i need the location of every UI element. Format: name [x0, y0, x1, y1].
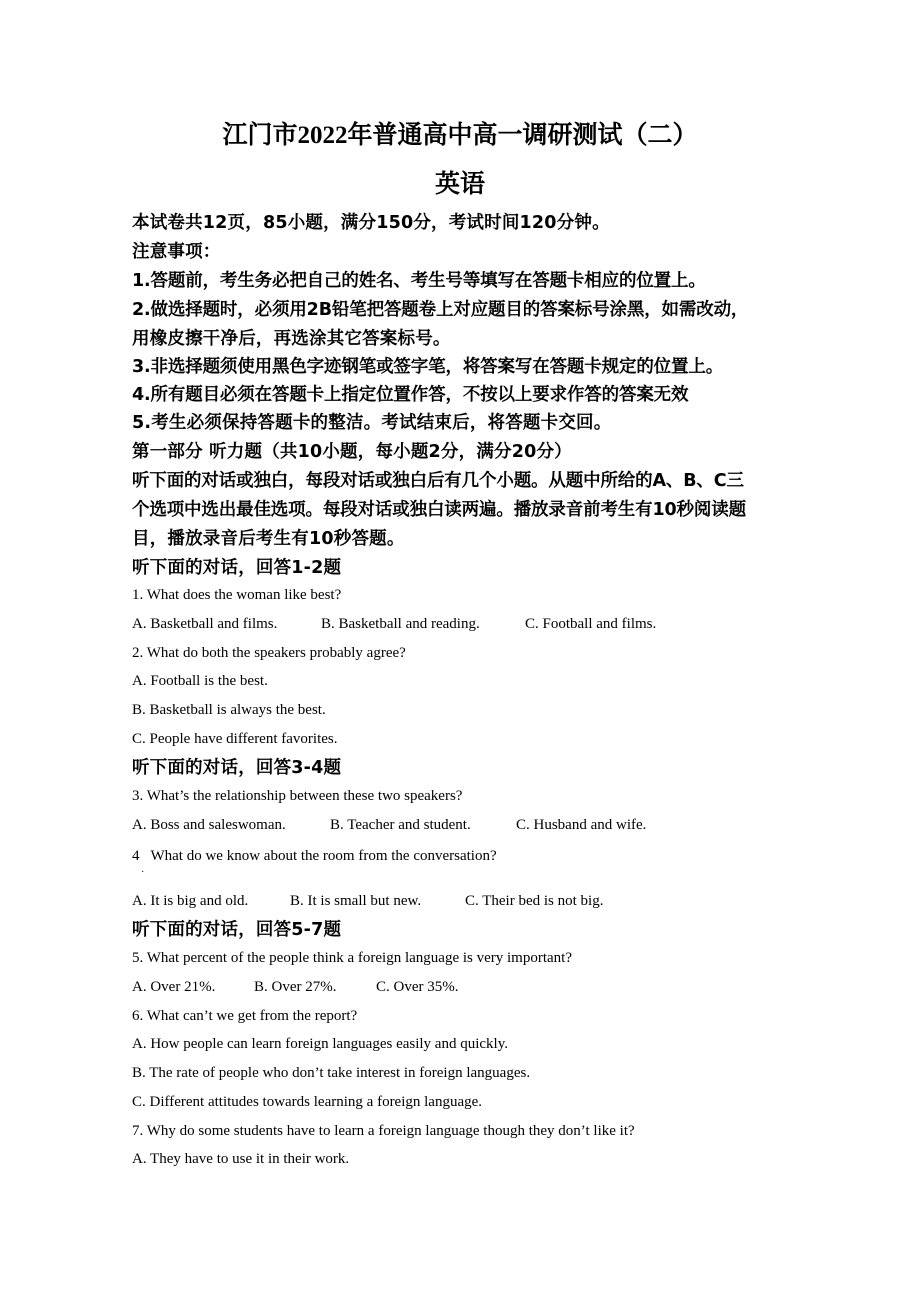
- question-3-option-b: B. Teacher and student.: [330, 817, 471, 833]
- section-directions-line-1: 听下面的对话或独白，每段对话或独白后有几个小题。从题中所给的A、B、C三: [132, 471, 744, 491]
- question-4-option-b: B. It is small but new.: [290, 893, 422, 909]
- exam-title: 江门市2022年普通高中高一调研测试（二）: [222, 122, 698, 149]
- section-directions-line-3: 目，播放录音后考生有10秒答题。: [132, 529, 405, 549]
- question-4-option-a: A. It is big and old.: [132, 893, 249, 909]
- question-3-options: [132, 815, 646, 835]
- question-1-option-b: B. Basketball and reading.: [321, 616, 480, 632]
- question-7-option-a: A. They have to use it in their work.: [132, 1151, 350, 1167]
- question-5-option-a: A. Over 21%.: [132, 979, 216, 995]
- section-heading: 第一部分 听力题（共10小题，每小题2分，满分20分）: [132, 442, 572, 462]
- question-5-option-c: C. Over 35%.: [376, 979, 459, 995]
- question-5-stem: 5. What percent of the people think a foreign language is very important?: [132, 950, 572, 966]
- question-6-option-a: A. How people can learn foreign languages easily and quickly.: [132, 1036, 508, 1052]
- question-3-option-a: A. Boss and saleswoman.: [132, 817, 286, 833]
- question-4-option-c: C. Their bed is not big.: [465, 893, 604, 909]
- question-1-option-c: C. Football and films.: [525, 616, 657, 632]
- question-6-option-b: B. The rate of people who don’t take interest in foreign languages.: [132, 1065, 531, 1081]
- notice-item-4: 4.所有题目必须在答题卡上指定位置作答，不按以上要求作答的答案无效: [132, 385, 689, 405]
- question-2-stem: 2. What do both the speakers probably agree?: [132, 645, 406, 661]
- question-4-options: [132, 891, 603, 911]
- question-2-option-a: A. Football is the best.: [132, 673, 268, 689]
- question-2-option-b: B. Basketball is always the best.: [132, 702, 326, 718]
- notice-heading: 注意事项：: [132, 242, 221, 262]
- exam-overview: 本试卷共12页，85小题，满分150分，考试时间120分钟。: [132, 213, 610, 233]
- group-heading-3-4: 听下面的对话，回答3-4题: [132, 758, 342, 778]
- question-6-stem: 6. What can’t we get from the report?: [132, 1008, 358, 1024]
- question-5-option-b: B. Over 27%.: [254, 979, 337, 995]
- question-1-options: [132, 614, 656, 634]
- question-6-option-c: C. Different attitudes towards learning a foreign language.: [132, 1094, 483, 1110]
- group-heading-1-2: 听下面的对话，回答1-2题: [132, 558, 342, 578]
- question-7-stem: 7. Why do some students have to learn a foreign language though they don’t like it?: [132, 1123, 635, 1139]
- notice-item-3: 3.非选择题须使用黑色字迹钢笔或签字笔，将答案写在答题卡规定的位置上。: [132, 357, 724, 377]
- question-5-options: [132, 977, 459, 997]
- notice-item-2-continued: 用橡皮擦干净后，再选涂其它答案标号。: [132, 329, 451, 349]
- section-directions-line-2: 个选项中选出最佳选项。每段对话或独白读两遍。播放录音前考生有10秒阅读题: [132, 500, 746, 520]
- question-4-stray-mark: ·: [141, 867, 145, 878]
- notice-item-5: 5.考生必须保持答题卡的整洁。考试结束后，将答题卡交回。: [132, 413, 612, 433]
- notice-item-2: 2.做选择题时，必须用2B铅笔把答题卷上对应题目的答案标号涂黑，如需改动，: [132, 300, 749, 320]
- question-2-option-c: C. People have different favorites.: [132, 731, 338, 747]
- question-3-stem: 3. What’s the relationship between these two speakers?: [132, 788, 463, 804]
- question-4-stem: 4 What do we know about the room from the conversation?: [132, 848, 497, 864]
- question-1-option-a: A. Basketball and films.: [132, 616, 278, 632]
- question-3-option-c: C. Husband and wife.: [516, 817, 647, 833]
- question-1-stem: 1. What does the woman like best?: [132, 587, 342, 603]
- group-heading-5-7: 听下面的对话，回答5-7题: [132, 920, 342, 940]
- subject-title: 英语: [434, 171, 485, 198]
- notice-item-1: 1.答题前，考生务必把自己的姓名、考生号等填写在答题卡相应的位置上。: [132, 271, 706, 291]
